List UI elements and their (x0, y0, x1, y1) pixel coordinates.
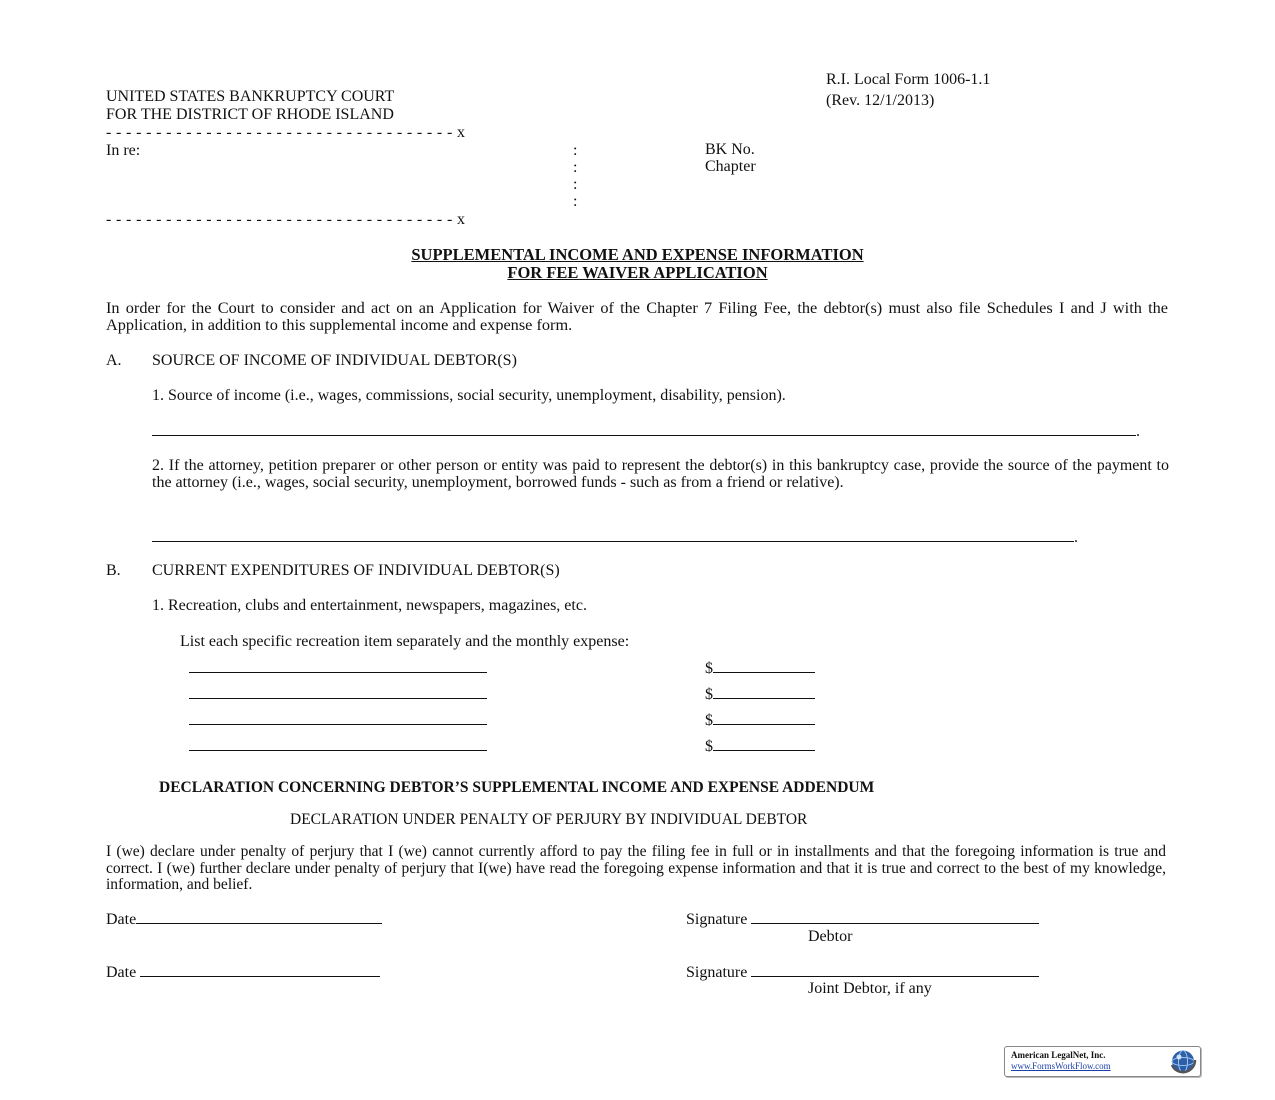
logo-company-name: American LegalNet, Inc. (1011, 1050, 1106, 1060)
section-b-letter: B. (106, 562, 121, 579)
recreation-expense-field[interactable]: $ (705, 711, 815, 729)
caption-colon: : (573, 142, 578, 159)
recreation-item-field[interactable] (189, 737, 487, 755)
attorney-payment-question: 2. If the attorney, petition preparer or other person or entity was paid to represent the debtor(s) in this bankruptcy case, provide the source of the payment to the attorney (i.e., wages, social security, unemployment, borrowed funds - such as from a friend or relative). (152, 457, 1169, 491)
caption-colon: : (573, 159, 578, 176)
form-title-line2: FOR FEE WAIVER APPLICATION (507, 263, 768, 282)
form-revision: (Rev. 12/1/2013) (826, 92, 935, 109)
american-legalnet-logo[interactable] (1004, 1046, 1201, 1077)
declaration-subheading: DECLARATION UNDER PENALTY OF PERJURY BY INDIVIDUAL DEBTOR (290, 811, 808, 828)
income-source-question: 1. Source of income (i.e., wages, commissions, social security, unemployment, disability, pension). (152, 387, 786, 404)
recreation-item-field[interactable] (189, 659, 487, 677)
caption-colon: : (573, 193, 578, 210)
caption-top-dash-line: - - - - - - - - - - - - - - - - - - - - - - - - - - - - - - - - - - - x (106, 124, 466, 141)
bk-number-label: BK No. (705, 141, 755, 158)
globe-icon (1168, 1048, 1198, 1075)
form-number: R.I. Local Form 1006-1.1 (826, 71, 991, 88)
debtor-label: Debtor (808, 928, 853, 945)
recreation-expense-field[interactable]: $ (705, 659, 815, 677)
recreation-expense-field[interactable]: $ (705, 737, 815, 755)
caption-colon: : (573, 176, 578, 193)
logo-url-link[interactable]: www.FormsWorkFlow.com (1011, 1061, 1111, 1071)
section-a-letter: A. (106, 352, 122, 369)
court-district: FOR THE DISTRICT OF RHODE ISLAND (106, 106, 394, 123)
date-field-debtor[interactable]: Date (106, 910, 382, 928)
signature-field-joint-debtor[interactable]: Signature (686, 963, 1039, 981)
recreation-list-instruction: List each specific recreation item separately and the monthly expense: (180, 633, 630, 650)
recreation-item-field[interactable] (189, 685, 487, 703)
caption-bottom-dash-line: - - - - - - - - - - - - - - - - - - - - - - - - - - - - - - - - - - - x (106, 211, 466, 228)
chapter-label: Chapter (705, 158, 756, 175)
signature-field-debtor[interactable]: Signature (686, 910, 1039, 928)
date-field-joint-debtor[interactable]: Date (106, 963, 380, 981)
attorney-payment-field[interactable]: . (152, 528, 1078, 546)
recreation-item-field[interactable] (189, 711, 487, 729)
recreation-expense-field[interactable]: $ (705, 685, 815, 703)
section-a-heading: SOURCE OF INCOME OF INDIVIDUAL DEBTOR(S) (152, 352, 517, 369)
court-name: UNITED STATES BANKRUPTCY COURT (106, 88, 395, 105)
joint-debtor-label: Joint Debtor, if any (808, 980, 932, 997)
recreation-question: 1. Recreation, clubs and entertainment, newspapers, magazines, etc. (152, 597, 587, 614)
intro-paragraph: In order for the Court to consider and act on an Application for Waiver of the Chapter 7 Filing Fee, the debtor(s) must also file Schedules I and J with the Application, in addition to this supplemental income and expense form. (106, 298, 1168, 334)
declaration-text: I (we) declare under penalty of perjury that I (we) cannot currently afford to pay the filing fee in full or in installments and that the foregoing information is true and correct. I (we) further declare under penalty of perjury that I(we) have read the foregoing expense information and that it is true and correct to the best of my knowledge, information, and belief. (106, 843, 1166, 893)
form-title-line1: SUPPLEMENTAL INCOME AND EXPENSE INFORMATION (411, 245, 864, 264)
declaration-heading: DECLARATION CONCERNING DEBTOR’S SUPPLEMENTAL INCOME AND EXPENSE ADDENDUM (159, 779, 875, 796)
in-re-label: In re: (106, 142, 141, 159)
section-b-heading: CURRENT EXPENDITURES OF INDIVIDUAL DEBTOR(S) (152, 562, 560, 579)
income-source-field[interactable]: . (152, 422, 1140, 440)
